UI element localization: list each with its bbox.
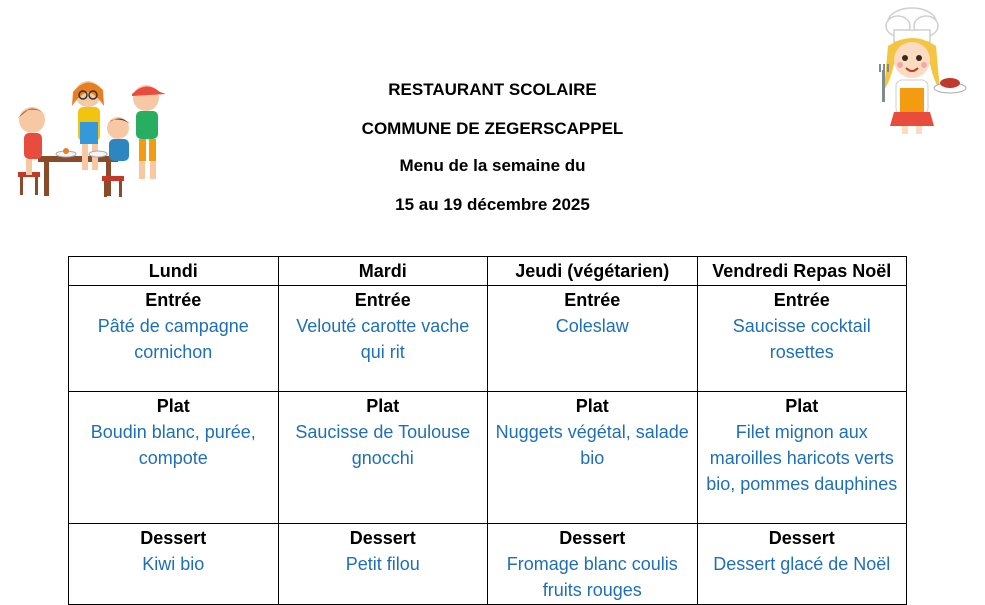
header-title: RESTAURANT SCOLAIRE [388,80,597,99]
header-date-range: 15 au 19 décembre 2025 [395,195,590,214]
column-header-mardi: Mardi [278,257,488,286]
column-header-jeudi: Jeudi (végétarien) [488,257,698,286]
dessert-dish-vendredi: Dessert glacé de Noël [713,554,891,574]
plat-cell-jeudi [488,392,698,524]
chef-girl-illustration [864,4,968,136]
entree-label: Entrée [354,290,411,310]
dessert-dish-jeudi: Fromage blanc coulis fruits rouges [506,554,678,600]
entree-dish-lundi: Pâté de campagne cornichon [97,316,249,362]
dessert-row [69,524,907,605]
entree-dish-jeudi: Coleslaw [555,316,629,336]
dessert-cell-lundi [69,524,279,605]
dessert-label: Dessert [559,528,626,548]
header-commune: COMMUNE DE ZEGERSCAPPEL [361,119,624,138]
column-header-vendredi: Vendredi Repas Noël [697,257,907,286]
dessert-cell-mardi [278,524,488,605]
dessert-label: Dessert [768,528,835,548]
plat-cell-vendredi [697,392,907,524]
plat-label: Plat [156,396,190,416]
column-header-lundi: Lundi [69,257,279,286]
entree-dish-vendredi: Saucisse cocktail rosettes [732,316,871,362]
menu-header-row [69,257,907,286]
plat-dish-lundi: Boudin blanc, purée, compote [90,422,256,468]
plat-label: Plat [785,396,819,416]
dessert-label: Dessert [140,528,207,548]
plat-cell-mardi [278,392,488,524]
dessert-dish-mardi: Petit filou [345,554,420,574]
dessert-dish-lundi: Kiwi bio [142,554,205,574]
plat-dish-mardi: Saucisse de Toulouse gnocchi [295,422,471,468]
entree-dish-mardi: Velouté carotte vache qui rit [296,316,470,362]
plat-dish-jeudi: Nuggets végétal, salade bio [495,422,689,468]
plat-label: Plat [366,396,400,416]
entree-label: Entrée [773,290,830,310]
dessert-cell-jeudi [488,524,698,605]
entree-cell-lundi [69,286,279,392]
entree-label: Entrée [145,290,202,310]
header-menu-label: Menu de la semaine du [399,156,586,175]
plat-label: Plat [575,396,609,416]
plat-row [69,392,907,524]
entree-cell-jeudi [488,286,698,392]
entree-cell-vendredi [697,286,907,392]
entree-label: Entrée [564,290,621,310]
menu-table [68,256,907,605]
plat-cell-lundi [69,392,279,524]
plat-dish-vendredi: Filet mignon aux maroilles haricots verts bio, pommes dauphines [706,422,898,494]
dessert-cell-vendredi [697,524,907,605]
dessert-label: Dessert [349,528,416,548]
entree-cell-mardi [278,286,488,392]
entree-row [69,286,907,392]
